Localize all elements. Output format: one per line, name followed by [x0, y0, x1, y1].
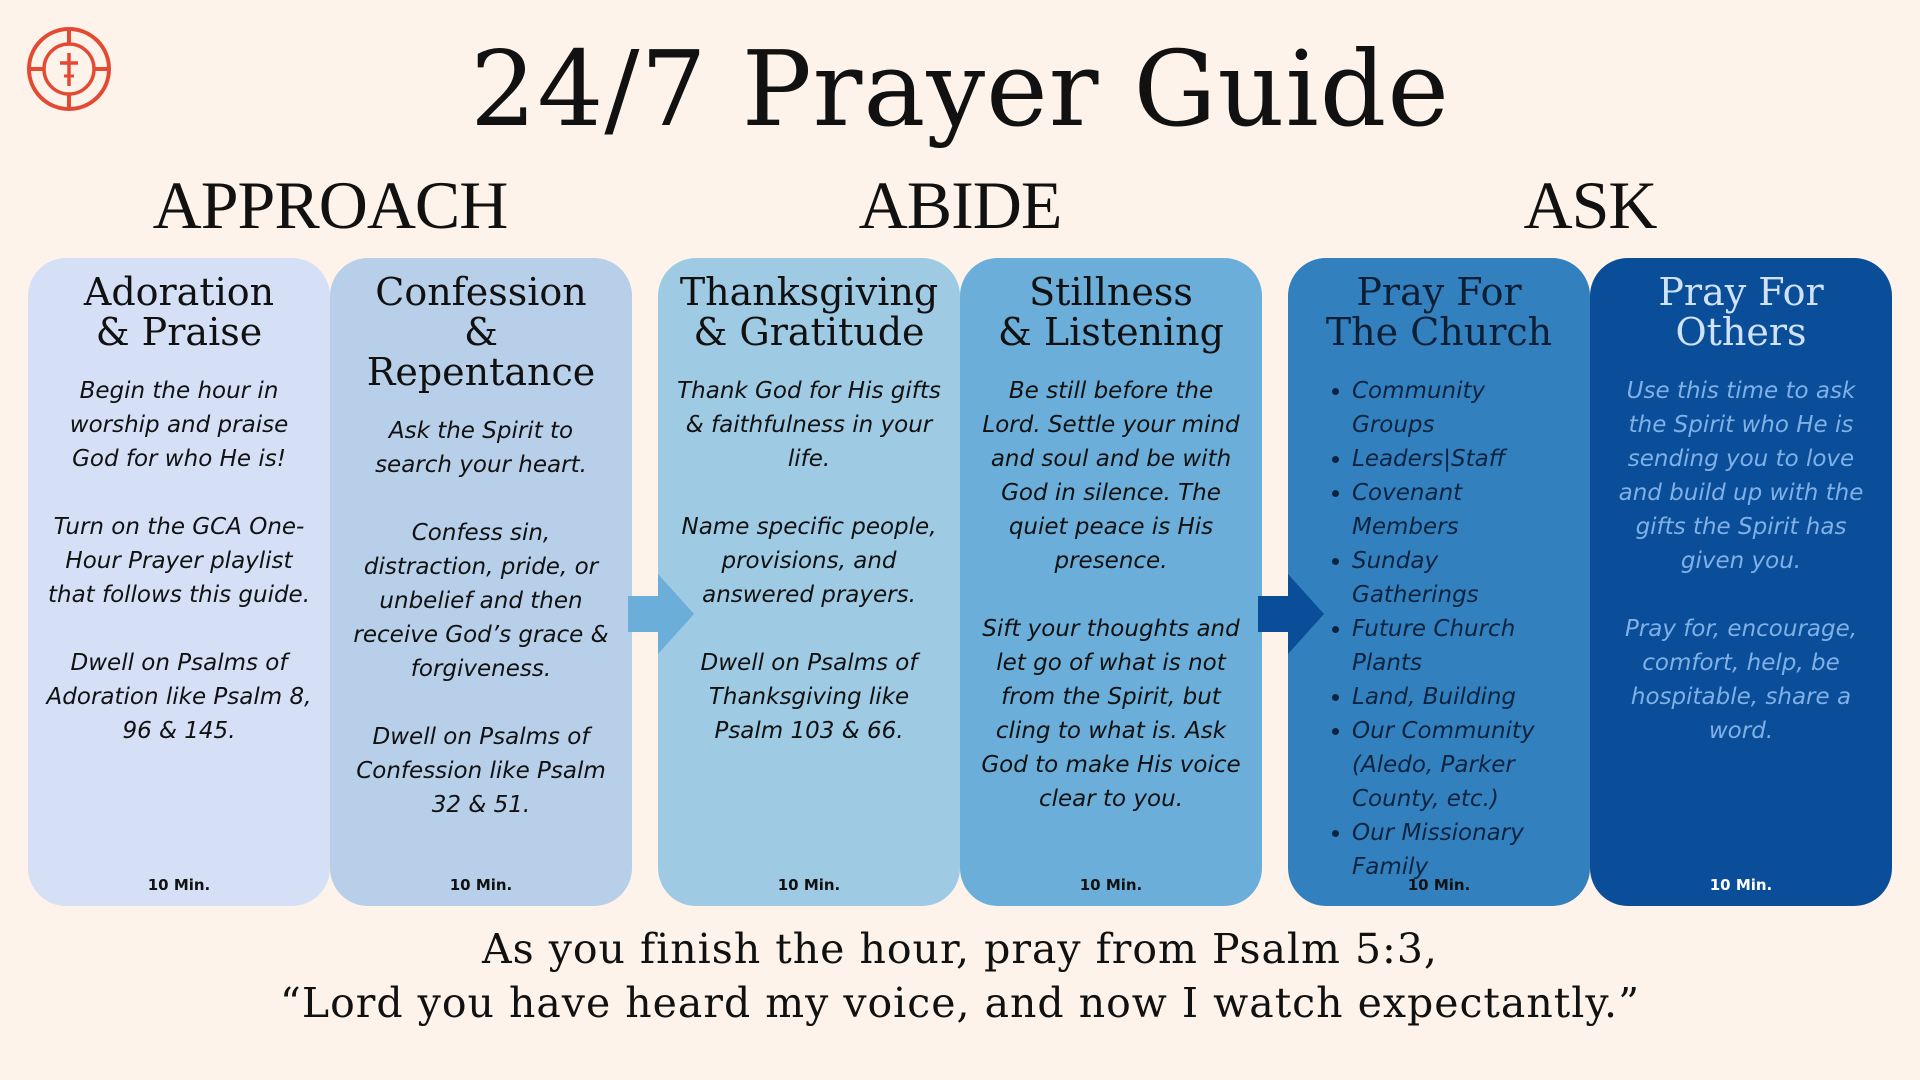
card-paragraph: Thank God for His gifts & faithfulness in your life. [677, 378, 941, 472]
prayer-list-item: • Covenant Members [1352, 476, 1572, 544]
card-body [46, 374, 312, 748]
card-title: Adoration & Praise [83, 270, 275, 354]
prayer-list-item: • Future Church Plants [1352, 612, 1572, 680]
prayer-list-item: • Our Community (Aledo, Parker County, etc.) [1352, 714, 1572, 816]
closing-prayer [0, 922, 1920, 1030]
prayer-list [1306, 374, 1572, 884]
card-paragraph: Begin the hour in worship and praise God for who He is! [69, 378, 289, 472]
card-paragraph: Sift your thoughts and let go of what is not from the Spirit, but cling to what is. Ask God to make His voice clear to you. [981, 616, 1241, 812]
card-paragraph: Use this time to ask the Spirit who He is sending you to love and build up with the gifts the Spirit has given you. [1618, 378, 1864, 574]
duration-label: 10 Min. [449, 876, 513, 894]
arrow-right-icon [1258, 574, 1324, 654]
card-paragraph: Ask the Spirit to search your heart. [375, 418, 587, 478]
page-title: 24/7 Prayer Guide [470, 28, 1450, 150]
card-paragraph: Confess sin, distraction, pride, or unbelief and then receive God’s grace & forgiveness. [353, 520, 609, 682]
card-title: Pray For The Church [1325, 270, 1553, 354]
card-title: Thanksgiving & Gratitude [679, 270, 939, 354]
card-paragraph: Dwell on Psalms of Adoration like Psalm 8, 96 & 145. [46, 650, 312, 744]
duration-label: 10 Min. [1079, 876, 1143, 894]
duration-label: 10 Min. [1709, 876, 1773, 894]
prayer-list-item: • Sunday Gatherings [1352, 544, 1572, 612]
card-paragraph: Dwell on Psalms of Thanksgiving like Psalm 103 & 66. [700, 650, 918, 744]
prayer-list-item: • Leaders|Staff [1352, 442, 1572, 476]
closing-prayer-line-1: As you finish the hour, pray from Psalm 5:3, [482, 925, 1438, 973]
card-title: Confession & Repentance [366, 270, 596, 394]
card-paragraph: Name specific people, provisions, and answered prayers. [681, 514, 937, 608]
section-heading-ask: ASK [1523, 167, 1657, 243]
prayer-list-item: • Land, Building [1352, 680, 1572, 714]
section-heading-abide: ABIDE [858, 167, 1062, 243]
card-body [978, 374, 1244, 816]
card-adoration [28, 258, 330, 906]
card-pray-others [1590, 258, 1892, 906]
card-pray-church [1288, 258, 1590, 906]
duration-label: 10 Min. [1407, 876, 1471, 894]
card-paragraph: Pray for, encourage, comfort, help, be hospitable, share a word. [1624, 616, 1858, 744]
section-heading-approach: APPROACH [152, 167, 508, 243]
card-body [676, 374, 942, 748]
card-body [348, 414, 614, 822]
prayer-list-item: • Community Groups [1352, 374, 1572, 442]
card-body [1608, 374, 1874, 748]
duration-label: 10 Min. [777, 876, 841, 894]
card-paragraph: Dwell on Psalms of Confession like Psalm 32 & 51. [356, 724, 606, 818]
card-confession [330, 258, 632, 906]
card-title: Pray For Others [1658, 270, 1824, 354]
card-body [1306, 374, 1572, 884]
card-stillness [960, 258, 1262, 906]
duration-label: 10 Min. [147, 876, 211, 894]
card-paragraph: Be still before the Lord. Settle your mind and soul and be with God in silence. The quiet peace is His presence. [982, 378, 1240, 574]
card-title: Stillness & Listening [998, 270, 1224, 354]
prayer-list-item: • Our Missionary Family [1352, 816, 1572, 884]
card-paragraph: Turn on the GCA One-Hour Prayer playlist that follows this guide. [47, 514, 311, 608]
closing-prayer-line-2: “Lord you have heard my voice, and now I watch expectantly.” [279, 979, 1641, 1027]
card-thanksgiving [658, 258, 960, 906]
arrow-right-icon [628, 574, 694, 654]
